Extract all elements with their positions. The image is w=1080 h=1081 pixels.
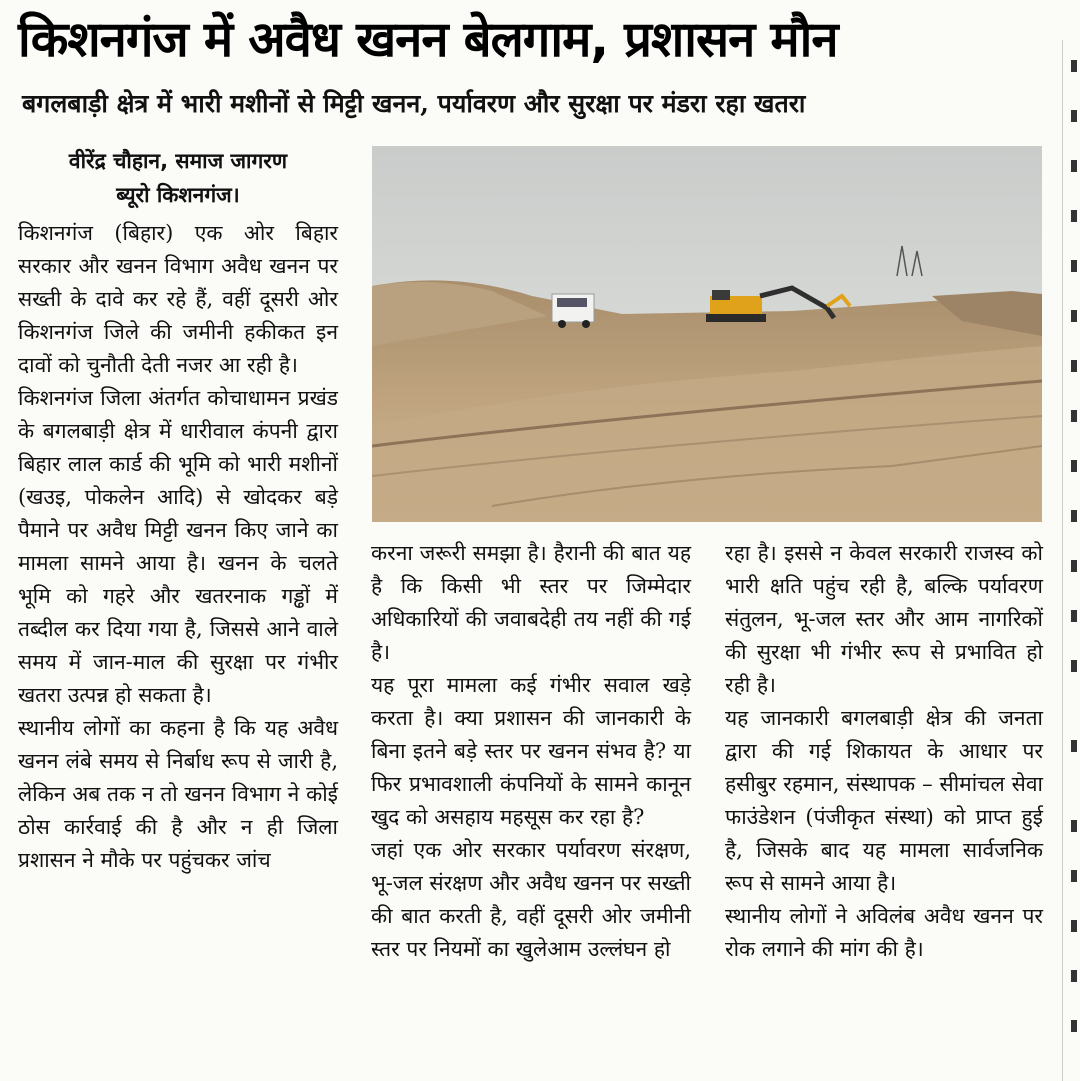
paragraph: जहां एक ओर सरकार पर्यावरण संरक्षण, भू-जल संरक्षण और अवैध खनन पर सख्ती की बात करती है, वहीं दूसरी ओर जमीनी स्तर पर नियमों का खुलेआम उल्लंघन हो <box>371 838 691 961</box>
adjacent-article-strip <box>1062 40 1080 1081</box>
subheadline: बगलबाड़ी क्षेत्र में भारी मशीनों से मिट्टी खनन, पर्यावरण और सुरक्षा पर मंडरा रहा खतरा <box>22 89 806 118</box>
paragraph: स्थानीय लोगों का कहना है कि यह अवैध खनन लंबे समय से निर्बाध रूप से जारी है, लेकिन अब तक न तो खनन विभाग ने कोई ठोस कार्रवाई की है और न ही जिला प्रशासन ने मौके पर पहुंचकर जांच <box>18 716 338 872</box>
paragraph: यह जानकारी बगलबाड़ी क्षेत्र की जनता द्वारा की गई शिकायत के आधार पर हसीबुर रहमान, संस्थापक – सीमांचल सेवा फाउंडेशन (पंजीकृत संस्था) को प्राप्त हुई है, जिसके बाद यह मामला सार्वजनिक रूप से सामने आया है। <box>725 706 1043 895</box>
byline <box>18 144 338 212</box>
article-column-2 <box>371 537 691 966</box>
paragraph: यह पूरा मामला कई गंभीर सवाल खड़े करता है। क्या प्रशासन की जानकारी के बिना इतने बड़े स्तर पर खनन संभव है? या फिर प्रभावशाली कंपनियों के सामने कानून खुद को असहाय महसूस कर रहा है? <box>371 673 691 829</box>
byline-bureau: ब्यूरो किशनगंज। <box>116 183 240 207</box>
article-column-3 <box>725 537 1043 966</box>
paragraph: रहा है। इससे न केवल सरकारी राजस्व को भारी क्षति पहुंच रही है, बल्कि पर्यावरण संतुलन, भू-जल स्तर और आम नागरिकों की सुरक्षा भी गंभीर रूप से प्रभावित हो रही है। <box>725 541 1043 697</box>
paragraph: स्थानीय लोगों ने अविलंब अवैध खनन पर रोक लगाने की मांग की है। <box>725 904 1043 961</box>
paragraph: किशनगंज जिला अंतर्गत कोचाधामन प्रखंड के बगलबाड़ी क्षेत्र में धारीवाल कंपनी द्वारा बिहार लाल कार्ड की भूमि को भारी मशीनों (खउइ, पोकलेन आदि) से खोदकर बड़े पैमाने पर अवैध मिट्टी खनन किए जाने का मामला सामने आया है। खनन के चलते भूमि को गहरे और खतरनाक गड्ढों में तब्दील कर दिया गया है, जिससे आने वाले समय में जान-माल की सुरक्षा पर गंभीर खतरा उत्पन्न हो सकता है। <box>18 386 338 707</box>
article-column-1 <box>18 217 338 877</box>
headline: किशनगंज में अवैध खनन बेलगाम, प्रशासन मौन <box>18 11 838 68</box>
byline-author: वीरेंद्र चौहान, समाज जागरण <box>68 149 288 173</box>
paragraph: करना जरूरी समझा है। हैरानी की बात यह है कि किसी भी स्तर पर जिम्मेदार अधिकारियों की जवाबदेही तय नहीं की गई है। <box>371 541 691 664</box>
mining-site-photo <box>372 146 1042 522</box>
paragraph: किशनगंज (बिहार) एक ओर बिहार सरकार और खनन विभाग अवैध खनन पर सख्ती के दावे कर रहे हैं, वहीं दूसरी ओर किशनगंज जिले की जमीनी हकीकत इन दावों को चुनौती देती नजर आ रही है। <box>18 221 338 377</box>
